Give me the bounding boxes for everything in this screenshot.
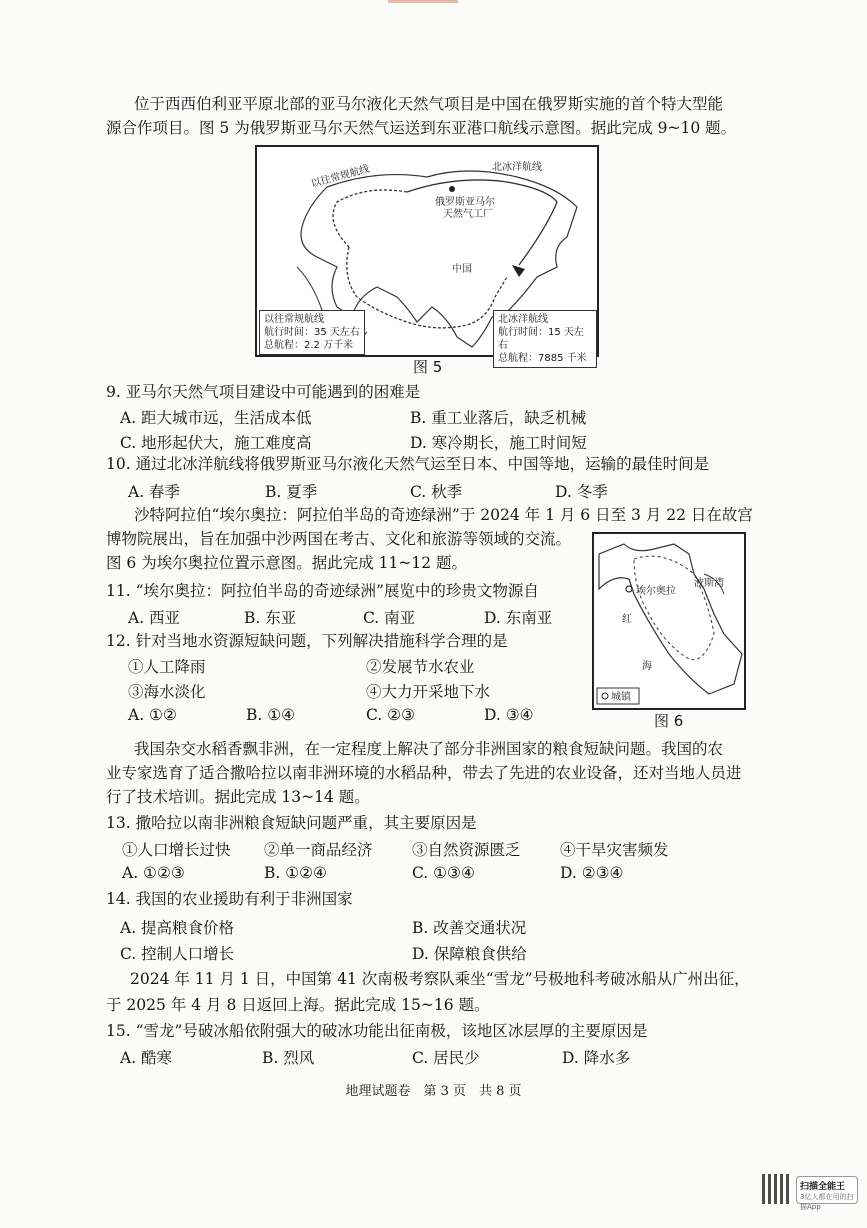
q15-option-d: D. 降水多 xyxy=(562,1049,631,1067)
q9-option-d: D. 寒冷期长，施工时间短 xyxy=(410,434,587,452)
q11-stem: 11. “埃尔奥拉：阿拉伯半岛的奇迹绿洲”展览中的珍贵文物源自 xyxy=(106,582,539,600)
q14-option-d: D. 保障粮食供给 xyxy=(412,945,527,963)
q10-option-a: A. 春季 xyxy=(128,483,181,501)
q13-item-4: ④干旱灾害频发 xyxy=(560,841,669,859)
q12-item-3: ③海水淡化 xyxy=(128,683,206,701)
q11-option-a: A. 西亚 xyxy=(128,609,181,627)
q12-option-b: B. ①④ xyxy=(246,706,296,724)
q11-option-d: D. 东南亚 xyxy=(484,609,553,627)
arabia-map xyxy=(594,534,744,708)
intro2-line3: 图 6 为埃尔奥拉位置示意图。据此完成 11~12 题。 xyxy=(106,554,468,572)
q13-option-c: C. ①③④ xyxy=(412,864,475,882)
figure-5-caption: 图 5 xyxy=(413,358,443,376)
q12-item-2: ②发展节水农业 xyxy=(366,658,475,676)
intro3-line1: 我国杂交水稻香飘非洲，在一定程度上解决了部分非洲国家的粮食短缺问题。我国的农 xyxy=(134,740,724,758)
q12-stem: 12. 针对当地水资源短缺问题，下列解决措施科学合理的是 xyxy=(106,632,508,650)
label-red-sea-1: 红 xyxy=(622,614,632,625)
q12-option-d: D. ③④ xyxy=(484,706,534,724)
page-footer: 地理试题卷 第 3 页 共 8 页 xyxy=(345,1084,522,1099)
q12-item-1: ①人工降雨 xyxy=(128,658,206,676)
q14-stem: 14. 我国的农业援助有利于非洲国家 xyxy=(106,890,353,908)
q9-stem: 9. 亚马尔天然气项目建设中可能遇到的困难是 xyxy=(106,383,421,401)
legend-arctic: 北冰洋航线 航行时间：15 天左右 总航程：7885 千米 xyxy=(493,310,597,368)
q13-option-b: B. ①②④ xyxy=(264,864,327,882)
intro1-line2: 源合作项目。图 5 为俄罗斯亚马尔天然气运送到东亚港口航线示意图。据此完成 9~10 题。 xyxy=(106,119,737,137)
q13-item-3: ③自然资源匮乏 xyxy=(412,841,521,859)
ship-icon xyxy=(512,265,525,277)
label-yamal-2: 天然气工厂 xyxy=(443,209,493,220)
scanner-watermark xyxy=(796,1176,858,1211)
q15-option-a: A. 酷寒 xyxy=(120,1049,173,1067)
q12-option-a: A. ①② xyxy=(128,706,177,724)
label-arctic-route: 北冰洋航线 xyxy=(492,162,542,173)
top-mark xyxy=(388,0,458,3)
intro4-line1: 2024 年 11 月 1 日，中国第 41 次南极考察队乘坐“雪龙”号极地科考破冰船从广州出征， xyxy=(130,970,750,988)
q13-option-d: D. ②③④ xyxy=(560,864,624,882)
label-persian-gulf: 波斯湾 xyxy=(694,578,724,589)
intro2-line2: 博物院展出，旨在加强中沙两国在考古、文化和旅游等领域的交流。 xyxy=(106,530,572,548)
q9-option-b: B. 重工业落后，缺乏机械 xyxy=(410,409,587,427)
intro3-line3: 行了技术培训。据此完成 13~14 题。 xyxy=(106,788,370,806)
q11-option-b: B. 东亚 xyxy=(244,609,297,627)
legend-conventional: 以往常规航线 航行时间：35 天左右 总航程：2.2 万千米 xyxy=(259,310,365,355)
q15-stem: 15. “雪龙”号破冰船依附强大的破冰功能出征南极，该地区冰层厚的主要原因是 xyxy=(106,1022,648,1040)
q10-option-d: D. 冬季 xyxy=(555,483,608,501)
q12-option-c: C. ②③ xyxy=(366,706,415,724)
gas-plant-marker xyxy=(449,186,455,192)
watermark-subtitle: 3亿人都在用的扫描App xyxy=(800,1193,854,1211)
q12-item-4: ④大力开采地下水 xyxy=(366,683,491,701)
label-yamal-1: 俄罗斯亚马尔 xyxy=(435,197,495,208)
q13-option-a: A. ①②③ xyxy=(122,864,185,882)
q13-stem: 13. 撒哈拉以南非洲粮食短缺问题严重，其主要原因是 xyxy=(106,814,477,832)
label-red-sea-2: 海 xyxy=(642,661,652,672)
q14-option-c: C. 控制人口增长 xyxy=(120,945,235,963)
q9-option-c: C. 地形起伏大，施工难度高 xyxy=(120,434,312,452)
q15-option-b: B. 烈风 xyxy=(262,1049,315,1067)
q14-option-b: B. 改善交通状况 xyxy=(412,919,527,937)
q9-option-a: A. 距大城市远，生活成本低 xyxy=(120,409,312,427)
intro2-line1: 沙特阿拉伯“埃尔奥拉：阿拉伯半岛的奇迹绿洲”于 2024 年 1 月 6 日至 3 月 22 日在故宫 xyxy=(134,506,753,524)
legend-city-label: 城镇 xyxy=(611,692,631,703)
qr-code-icon xyxy=(762,1174,792,1204)
q10-stem: 10. 通过北冰洋航线将俄罗斯亚马尔液化天然气运至日本、中国等地，运输的最佳时间是 xyxy=(106,455,710,473)
q10-option-c: C. 秋季 xyxy=(410,483,463,501)
intro3-line2: 业专家选育了适合撒哈拉以南非洲环境的水稻品种，带去了先进的农业设备，还对当地人员进 xyxy=(106,764,742,782)
q11-option-c: C. 南亚 xyxy=(363,609,416,627)
q13-item-1: ①人口增长过快 xyxy=(122,841,231,859)
figure-6-caption: 图 6 xyxy=(654,712,684,730)
q13-item-2: ②单一商品经济 xyxy=(264,841,373,859)
watermark-title: 扫描全能王 xyxy=(800,1182,846,1192)
intro4-line2: 于 2025 年 4 月 8 日返回上海。据此完成 15~16 题。 xyxy=(106,996,490,1014)
q15-option-c: C. 居民少 xyxy=(412,1049,480,1067)
label-china: 中国 xyxy=(452,264,472,275)
q14-option-a: A. 提高粮食价格 xyxy=(120,919,235,937)
label-conventional-route: 以往常规航线 xyxy=(309,163,371,190)
intro1-line1: 位于西西伯利亚平原北部的亚马尔液化天然气项目是中国在俄罗斯实施的首个特大型能 xyxy=(134,95,724,113)
figure-6-map xyxy=(592,532,746,710)
figure-5-map xyxy=(255,145,599,364)
label-alula: 埃尔奥拉 xyxy=(636,586,676,597)
city-marker xyxy=(626,586,632,592)
q10-option-b: B. 夏季 xyxy=(265,483,318,501)
